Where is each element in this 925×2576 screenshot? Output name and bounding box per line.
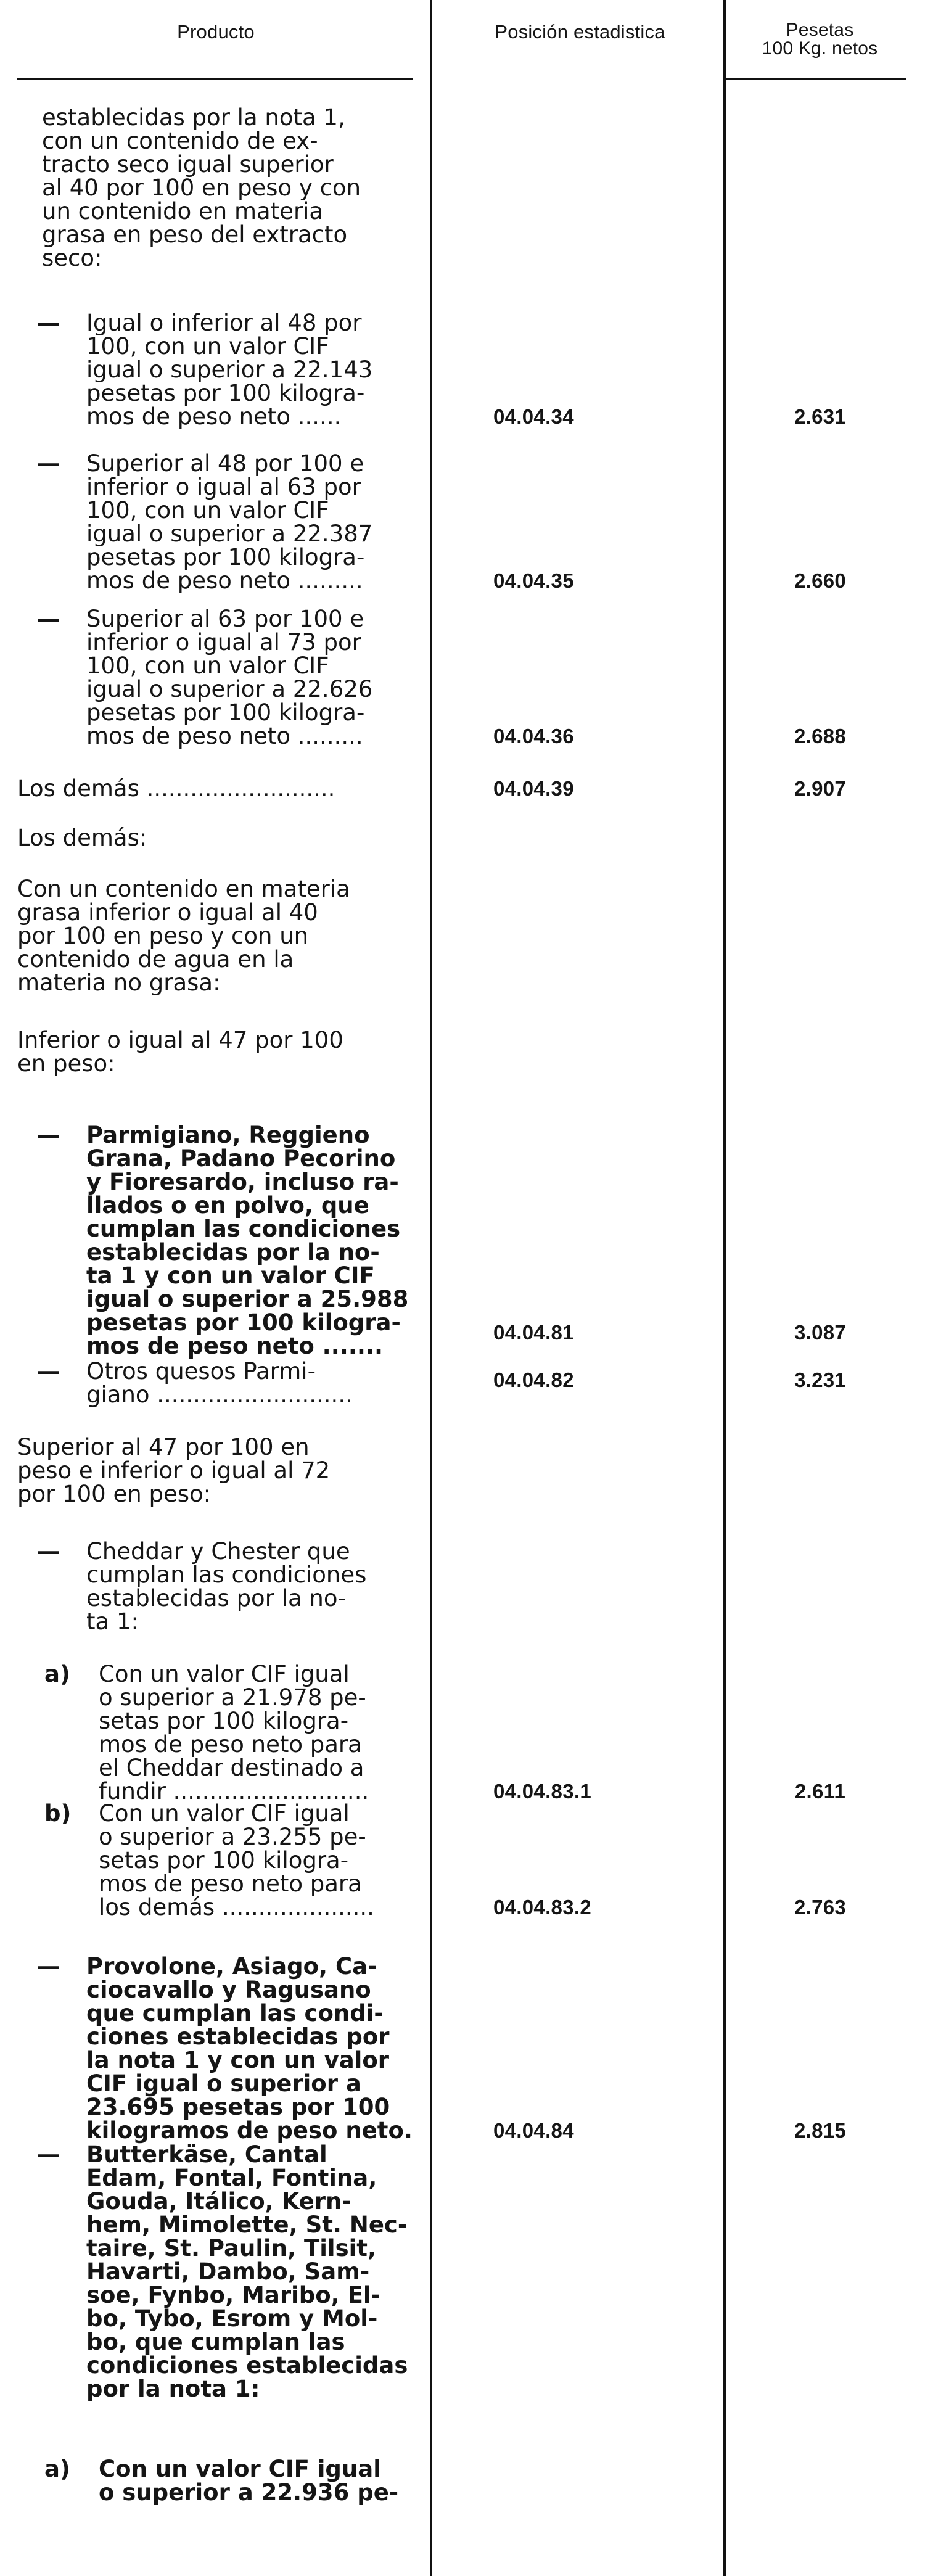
column-divider-2 xyxy=(723,0,726,2576)
row-value: 2.660 xyxy=(794,569,847,592)
row-value: 2.611 xyxy=(794,1780,846,1803)
row-value: 2.907 xyxy=(794,777,847,800)
row-code: 04.04.81 xyxy=(493,1321,574,1344)
row-marker: b) xyxy=(44,1800,72,1827)
row-code: 04.04.83.1 xyxy=(493,1780,591,1803)
dash-marker: — xyxy=(37,1953,60,1980)
header-rule-pesetas xyxy=(726,78,906,80)
header-pesetas-line2: 100 Kg. netos xyxy=(762,38,878,59)
row-value: 3.231 xyxy=(794,1368,847,1391)
header-rule-producto xyxy=(17,78,413,80)
row-value: 2.763 xyxy=(794,1896,847,1919)
row-value: 3.087 xyxy=(794,1321,847,1344)
row-code: 04.04.84 xyxy=(493,2119,574,2142)
dash-marker: — xyxy=(37,450,60,477)
row-product-text: Superior al 47 por 100 en peso e inferior o igual al 72 por 100 en peso: xyxy=(17,1434,331,1507)
row-code: 04.04.35 xyxy=(493,569,574,592)
row-value: 2.631 xyxy=(794,405,847,428)
row-product-text: Butterkäse, Cantal Edam, Fontal, Fontina, Gouda, Itálico, Kern- hem, Mimolette, St. Nec- taire, St. Paulin, Tilsit, Havarti, Dambo, Sam- soe, Fynbo, Maribo, El- bo, Tybo, Esrom y Mol- bo, que cumplan las condiciones establecidas por la nota 1: xyxy=(86,2141,408,2402)
row-code: 04.04.34 xyxy=(493,405,574,428)
dash-marker: — xyxy=(37,606,60,632)
header-posicion-estadistica: Posición estadistica xyxy=(495,21,665,43)
dash-marker: — xyxy=(37,1538,60,1565)
row-product-text: Parmigiano, Reggieno Grana, Padano Pecorino y Fioresardo, incluso ra- llados o en polvo, que cumplan las condiciones establecidas por la no- ta 1 y con un valor CIF igual o superior a 25.988 pesetas por 100 kilogra- mos de peso neto ....... xyxy=(86,1122,409,1359)
row-product-text: Otros quesos Parmi- giano ........................... xyxy=(86,1358,353,1408)
dash-marker: — xyxy=(37,1358,60,1385)
dash-marker: — xyxy=(37,1122,60,1148)
row-product-text: establecidas por la nota 1, con un contenido de ex- tracto seco igual superior al 40 por 100 en peso y con un contenido en materia grasa en peso del extracto seco: xyxy=(42,104,361,271)
dash-marker: — xyxy=(37,2141,60,2168)
row-product-text: Con un valor CIF igual o superior a 23.255 pe- setas por 100 kilogra- mos de peso neto para los demás ..................... xyxy=(99,1800,374,1920)
row-value: 2.688 xyxy=(794,725,847,747)
row-code: 04.04.36 xyxy=(493,725,574,747)
row-product-text: Superior al 63 por 100 e inferior o igual al 73 por 100, con un valor CIF igual o superior a 22.626 pesetas por 100 kilogra- mos de peso neto ......... xyxy=(86,606,373,749)
row-product-text: Los demás .......................... xyxy=(17,775,335,802)
row-product-text: Igual o inferior al 48 por 100, con un valor CIF igual o superior a 22.143 pesetas por 100 kilogra- mos de peso neto ...... xyxy=(86,310,373,430)
row-product-text: Con un contenido en materia grasa inferior o igual al 40 por 100 en peso y con un contenido de agua en la materia no grasa: xyxy=(17,876,350,996)
header-producto: Producto xyxy=(177,21,255,43)
row-product-text: Provolone, Asiago, Ca- ciocavallo y Ragusano que cumplan las condi- ciones establecidas por la nota 1 y con un valor CIF igual o superior a 23.695 pesetas por 100 kilogramos de peso neto. xyxy=(86,1953,413,2144)
row-product-text: Con un valor CIF igual o superior a 22.936 pe- xyxy=(99,2456,399,2506)
row-product-text: Con un valor CIF igual o superior a 21.978 pe- setas por 100 kilogra- mos de peso neto para el Cheddar destinado a fundir ........................... xyxy=(99,1661,369,1804)
row-marker: a) xyxy=(44,2456,70,2482)
column-divider-1 xyxy=(430,0,432,2576)
header-pesetas-line1: Pesetas xyxy=(786,20,854,40)
row-product-text: Superior al 48 por 100 e inferior o igual al 63 por 100, con un valor CIF igual o superior a 22.387 pesetas por 100 kilogra- mos de peso neto ......... xyxy=(86,450,373,594)
row-product-text: Cheddar y Chester que cumplan las condiciones establecidas por la no- ta 1: xyxy=(86,1538,367,1635)
header-pesetas xyxy=(725,21,915,58)
row-product-text: Inferior o igual al 47 por 100 en peso: xyxy=(17,1027,343,1077)
row-code: 04.04.82 xyxy=(493,1368,574,1391)
row-code: 04.04.83.2 xyxy=(493,1896,591,1919)
row-code: 04.04.39 xyxy=(493,777,574,800)
dash-marker: — xyxy=(37,310,60,336)
row-product-text: Los demás: xyxy=(17,825,147,851)
row-marker: a) xyxy=(44,1661,70,1687)
table-header xyxy=(0,0,925,86)
row-value: 2.815 xyxy=(794,2119,847,2142)
